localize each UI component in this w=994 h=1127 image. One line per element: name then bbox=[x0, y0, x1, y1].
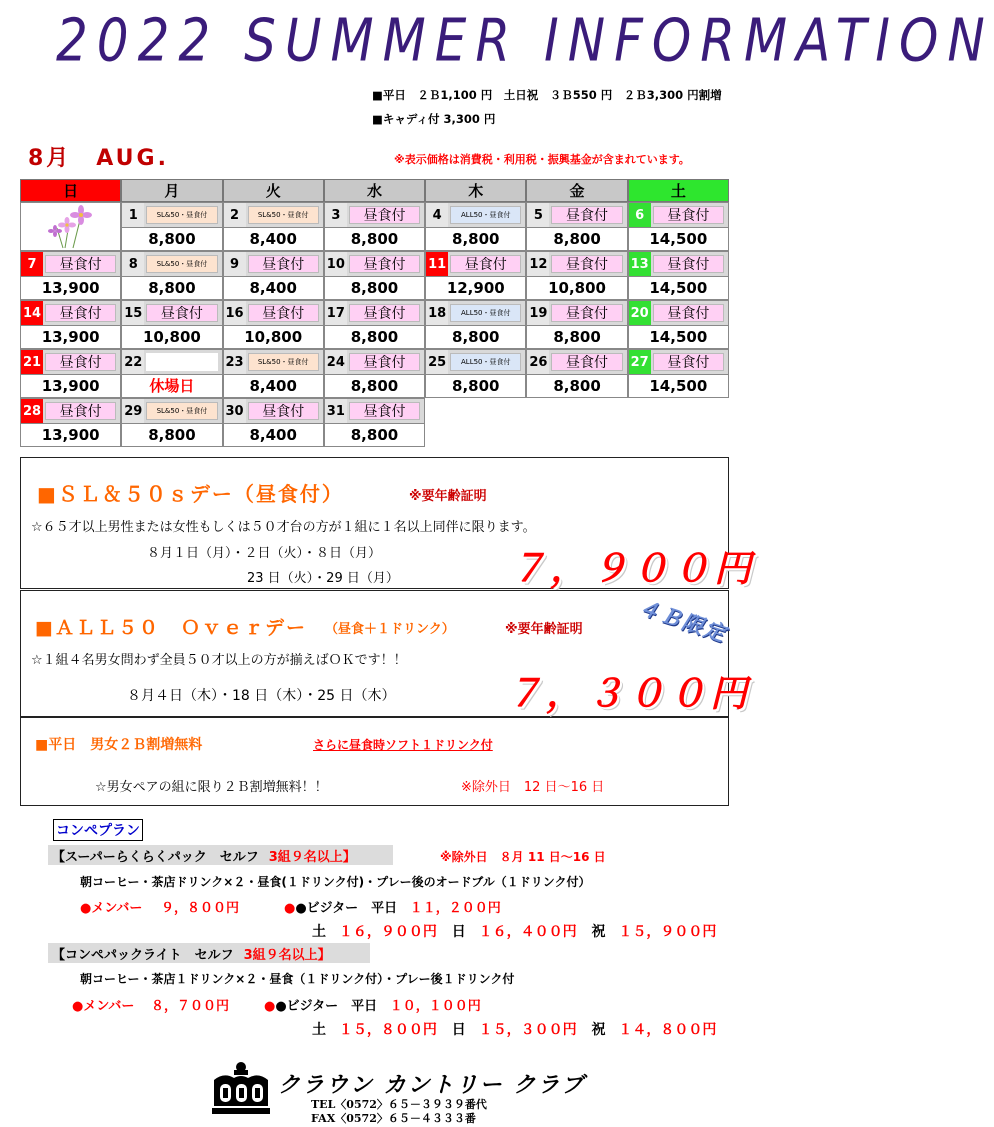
calendar-body bbox=[20, 202, 729, 447]
pack1-name: 【スーパーらくらくパック セルフ bbox=[52, 849, 259, 865]
pack2-bar bbox=[48, 943, 370, 963]
day-plan: 昼食付 bbox=[349, 304, 420, 322]
weekday-heading: ■平日 男女２Ｂ割増無料 bbox=[35, 737, 203, 753]
day-header bbox=[21, 350, 120, 375]
calendar-day-cell bbox=[526, 202, 627, 251]
calendar-empty-cell bbox=[628, 398, 729, 447]
day-plan: 昼食付 bbox=[349, 255, 420, 273]
day-price: 13,900 bbox=[41, 327, 100, 346]
day-number: 14 bbox=[21, 301, 43, 325]
day-header bbox=[325, 350, 424, 375]
august-calendar bbox=[20, 179, 729, 447]
day-header bbox=[122, 252, 221, 277]
pack2-condition: 3組９名以上】 bbox=[243, 947, 331, 963]
day-header bbox=[527, 301, 626, 326]
calendar-day-cell bbox=[20, 398, 121, 447]
day-price: 10,800 bbox=[142, 327, 201, 346]
day-header bbox=[325, 399, 424, 424]
day-number: 19 bbox=[527, 301, 549, 325]
calendar-day-cell bbox=[20, 251, 121, 300]
calendar-day-cell bbox=[121, 398, 222, 447]
sl50-heading: ■ＳＬ＆５０ｓデー（昼食付） bbox=[37, 482, 344, 506]
day-price: 8,400 bbox=[249, 278, 297, 297]
day-price: 8,800 bbox=[553, 376, 601, 395]
weekday-excluded-dates: ※除外日 12 日～16 日 bbox=[461, 780, 605, 795]
day-plan: 昼食付 bbox=[349, 353, 420, 371]
day-number: 3 bbox=[325, 203, 347, 227]
calendar-week bbox=[20, 398, 729, 447]
day-number: 9 bbox=[224, 252, 246, 276]
pack2-visitor-weekday: １０，１００円 bbox=[389, 999, 481, 1014]
day-plan: 昼食付 bbox=[45, 255, 116, 273]
pack1-visitor-label: ●ビジター 平日 bbox=[295, 901, 398, 916]
calendar-day-cell bbox=[324, 398, 425, 447]
calendar-day-cell bbox=[324, 349, 425, 398]
pack1-sat-price: １６，９００円 bbox=[338, 924, 437, 940]
pack2-sun-price: １５，３００円 bbox=[478, 1022, 577, 1038]
day-number: 26 bbox=[527, 350, 549, 374]
day-header bbox=[426, 301, 525, 326]
calendar-empty-cell bbox=[526, 398, 627, 447]
day-price: 14,500 bbox=[649, 278, 708, 297]
day-price: 8,800 bbox=[452, 376, 500, 395]
pack2-content: 朝コーヒー・茶店１ドリンク×２・昼食（１ドリンク付）・プレー後１ドリンク付 bbox=[80, 972, 515, 986]
calendar-day-cell bbox=[223, 251, 324, 300]
pack1-hol-label: 祝 bbox=[591, 924, 606, 940]
sl50-age-note: ※要年齢証明 bbox=[409, 489, 487, 504]
pack2-weekend-row bbox=[312, 1019, 716, 1039]
day-number: 28 bbox=[21, 399, 43, 423]
day-header bbox=[224, 301, 323, 326]
day-number: 22 bbox=[122, 350, 144, 374]
weekday-sun: 日 bbox=[20, 179, 121, 202]
fax-number: FAX〈0572〉６５－４３３３番 bbox=[311, 1112, 476, 1125]
calendar-day-cell bbox=[628, 300, 729, 349]
day-number: 31 bbox=[325, 399, 347, 423]
calendar-day-cell bbox=[20, 349, 121, 398]
calendar-day-cell bbox=[526, 251, 627, 300]
day-header bbox=[426, 350, 525, 375]
pack2-sat-label: 土 bbox=[312, 1022, 326, 1038]
sl50-box bbox=[20, 457, 755, 590]
pack1-sun-price: １６，４００円 bbox=[478, 924, 577, 940]
all50-age-note: ※要年齢証明 bbox=[505, 622, 583, 637]
calendar-day-cell bbox=[526, 300, 627, 349]
day-plan: 昼食付 bbox=[653, 206, 724, 224]
day-number: 12 bbox=[527, 252, 549, 276]
day-plan: 昼食付 bbox=[653, 304, 724, 322]
crown-logo-icon bbox=[210, 1060, 272, 1116]
day-plan: 昼食付 bbox=[146, 304, 217, 322]
club-name: クラウン カントリー クラブ bbox=[278, 1073, 586, 1098]
day-price: 12,900 bbox=[446, 278, 505, 297]
day-price: 8,800 bbox=[553, 327, 601, 346]
pack2-hol-label: 祝 bbox=[591, 1022, 606, 1038]
weekday-tue: 火 bbox=[223, 179, 324, 202]
weekday-mon: 月 bbox=[121, 179, 222, 202]
day-number: 2 bbox=[224, 203, 246, 227]
pack2-sun-label: 日 bbox=[451, 1022, 466, 1038]
all50-dates: ８月４日（木）・18 日（木）・25 日（木） bbox=[127, 688, 396, 704]
day-plan: SL&50・昼食付 bbox=[146, 206, 217, 224]
day-header bbox=[629, 252, 728, 277]
day-header bbox=[224, 399, 323, 424]
day-number: 1 bbox=[122, 203, 144, 227]
calendar-week bbox=[20, 349, 729, 398]
day-number: 10 bbox=[325, 252, 347, 276]
day-header bbox=[629, 350, 728, 375]
day-header bbox=[527, 252, 626, 277]
day-price: 8,800 bbox=[350, 425, 399, 444]
day-plan: 昼食付 bbox=[248, 402, 319, 420]
all50-description: ☆１組４名男女問わず全員５０才以上の方が揃えばＯＫです！！ bbox=[31, 653, 407, 668]
day-header bbox=[527, 203, 626, 228]
day-plan: 昼食付 bbox=[248, 255, 319, 273]
calendar-day-cell bbox=[324, 251, 425, 300]
calendar-day-cell bbox=[223, 349, 324, 398]
pack2-member-row bbox=[72, 995, 229, 1014]
all50-price: ７，３００円 bbox=[505, 672, 751, 715]
pack1-member-price: ９，８００円 bbox=[160, 901, 239, 916]
day-number: 7 bbox=[21, 252, 43, 276]
caddie-fee: ■キャディ付 3,300 円 bbox=[372, 112, 496, 126]
weekday-fri: 金 bbox=[526, 179, 627, 202]
day-header bbox=[122, 301, 221, 326]
day-plan: 昼食付 bbox=[45, 402, 116, 420]
day-number: 23 bbox=[224, 350, 246, 374]
calendar-day-cell bbox=[223, 300, 324, 349]
all50-heading-sub: （昼食＋１ドリンク） bbox=[325, 622, 455, 637]
day-plan: 昼食付 bbox=[551, 353, 622, 371]
calendar-day-cell bbox=[324, 202, 425, 251]
calendar-day-cell bbox=[223, 202, 324, 251]
day-price: 8,800 bbox=[350, 376, 399, 395]
day-header bbox=[224, 203, 323, 228]
weekday-sat: 土 bbox=[628, 179, 729, 202]
day-header bbox=[325, 203, 424, 228]
calendar-empty-cell bbox=[425, 398, 526, 447]
day-plan: 昼食付 bbox=[349, 402, 420, 420]
day-price: 14,500 bbox=[649, 229, 708, 248]
day-price: 13,900 bbox=[41, 376, 100, 395]
day-number: 25 bbox=[426, 350, 448, 374]
day-number: 18 bbox=[426, 301, 448, 325]
day-header bbox=[122, 399, 221, 424]
day-price: 8,800 bbox=[452, 327, 500, 346]
pack1-hol-price: １５，９００円 bbox=[618, 924, 717, 940]
day-number: 17 bbox=[325, 301, 347, 325]
calendar-day-cell bbox=[223, 398, 324, 447]
day-plan: SL&50・昼食付 bbox=[146, 402, 217, 420]
day-header bbox=[527, 350, 626, 375]
calendar-day-cell bbox=[121, 349, 222, 398]
day-number: 30 bbox=[224, 399, 246, 423]
day-price: 8,800 bbox=[148, 229, 196, 248]
pack1-visitor-row: ●●ビジター 平日 １１，２００円 bbox=[284, 901, 501, 916]
sl50-description: ☆６５才以上男性または女性もしくは５０才台の方が１組に１名以上同伴に限ります。 bbox=[31, 520, 536, 535]
tax-note: ※表示価格は消費税・利用税・振興基金が含まれています。 bbox=[394, 153, 690, 166]
day-header bbox=[629, 301, 728, 326]
sl50-dates-2: 23 日（火）・29 日（月） bbox=[247, 571, 399, 586]
day-plan: 昼食付 bbox=[45, 304, 116, 322]
calendar-day-cell bbox=[425, 202, 526, 251]
calendar-day-cell bbox=[20, 300, 121, 349]
day-price: 8,800 bbox=[553, 229, 601, 248]
cosmos-flower-icon bbox=[39, 204, 99, 250]
day-number: 8 bbox=[122, 252, 144, 276]
day-header bbox=[325, 252, 424, 277]
pack1-weekend-row bbox=[312, 921, 716, 941]
day-header bbox=[21, 399, 120, 424]
calendar-flower-cell bbox=[20, 202, 121, 251]
day-price: 8,800 bbox=[148, 425, 196, 444]
day-header bbox=[629, 203, 728, 228]
calendar-header-row bbox=[20, 179, 729, 202]
calendar-week bbox=[20, 300, 729, 349]
day-price: 8,800 bbox=[350, 229, 399, 248]
calendar-day-cell bbox=[628, 202, 729, 251]
day-number: 21 bbox=[21, 350, 43, 374]
calendar-day-cell bbox=[628, 349, 729, 398]
day-number: 15 bbox=[122, 301, 144, 325]
day-plan: 昼食付 bbox=[45, 353, 116, 371]
pack2-member-price: ８，７００円 bbox=[150, 999, 229, 1014]
green-fee-surcharge: ■平日 ２Ｂ1,100 円 土日祝 ３Ｂ550 円 ２Ｂ3,300 円割増 bbox=[372, 88, 722, 102]
day-header bbox=[21, 252, 120, 277]
day-price: 14,500 bbox=[649, 376, 708, 395]
day-number: 6 bbox=[629, 203, 651, 227]
day-price: 8,800 bbox=[452, 229, 500, 248]
pack2-visitor-label: ●ビジター 平日 bbox=[275, 999, 378, 1014]
weekday-description: ☆男女ペアの組に限り２Ｂ割増無料！！ bbox=[95, 780, 328, 795]
day-header bbox=[224, 252, 323, 277]
day-number: 27 bbox=[629, 350, 651, 374]
day-header bbox=[325, 301, 424, 326]
calendar-day-cell bbox=[526, 349, 627, 398]
day-number: 11 bbox=[426, 252, 448, 276]
day-plan: 昼食付 bbox=[551, 255, 622, 273]
day-header bbox=[122, 203, 221, 228]
day-plan: 昼食付 bbox=[551, 304, 622, 322]
pack1-content: 朝コーヒー・茶店ドリンク×２・昼食(１ドリンク付)・プレー後のオードブル（１ドリンク付） bbox=[80, 875, 591, 889]
calendar-week bbox=[20, 202, 729, 251]
pack1-visitor-weekday: １１，２００円 bbox=[409, 901, 501, 916]
four-ball-only-badge: ４Ｂ限定 bbox=[635, 595, 731, 647]
pack2-hol-price: １４，８００円 bbox=[618, 1022, 717, 1038]
day-number: 29 bbox=[122, 399, 144, 423]
day-price: 8,400 bbox=[249, 376, 297, 395]
day-plan: ALL50・昼食付 bbox=[450, 206, 521, 224]
day-number: 16 bbox=[224, 301, 246, 325]
sl50-dates-1: ８月１日（月）・２日（火）・８日（月） bbox=[147, 546, 382, 561]
day-number: 20 bbox=[629, 301, 651, 325]
weekday-thu: 木 bbox=[425, 179, 526, 202]
day-plan: ALL50・昼食付 bbox=[450, 353, 521, 371]
calendar-day-cell bbox=[121, 202, 222, 251]
day-plan: 昼食付 bbox=[653, 353, 724, 371]
calendar-day-cell bbox=[628, 251, 729, 300]
day-plan: SL&50・昼食付 bbox=[248, 206, 319, 224]
weekday-wed: 水 bbox=[324, 179, 425, 202]
pack1-member-row bbox=[80, 897, 239, 916]
calendar-day-cell bbox=[121, 300, 222, 349]
day-number: 5 bbox=[527, 203, 549, 227]
tel-number: TEL〈0572〉６５－３９３９番代 bbox=[311, 1098, 487, 1111]
weekday-sub-note: さらに昼食時ソフト１ドリンク付 bbox=[313, 738, 493, 752]
pack1-condition: 3組９名以上】 bbox=[268, 849, 356, 865]
page-title: 2022 SUMMER INFORMATION bbox=[56, 6, 994, 75]
pack1-sun-label: 日 bbox=[451, 924, 466, 940]
month-label: 8月 AUG. bbox=[28, 146, 169, 171]
day-number: 24 bbox=[325, 350, 347, 374]
day-price: 14,500 bbox=[649, 327, 708, 346]
day-price: 8,800 bbox=[350, 327, 399, 346]
day-plan: 昼食付 bbox=[450, 255, 521, 273]
day-plan: ALL50・昼食付 bbox=[450, 304, 521, 322]
day-price: 10,800 bbox=[548, 278, 606, 297]
calendar-day-cell bbox=[324, 300, 425, 349]
day-plan: 昼食付 bbox=[248, 304, 319, 322]
pack2-member-label: ●メンバー bbox=[72, 999, 135, 1014]
calendar-day-cell bbox=[425, 300, 526, 349]
pack2-sat-price: １５，８００円 bbox=[338, 1022, 437, 1038]
day-header bbox=[426, 252, 525, 277]
day-price: 13,900 bbox=[41, 425, 100, 444]
all50-box bbox=[20, 590, 751, 717]
pack1-sat-label: 土 bbox=[312, 924, 326, 940]
calendar-day-cell bbox=[425, 251, 526, 300]
pack1-bar bbox=[48, 845, 393, 865]
day-plan bbox=[146, 353, 217, 371]
pack2-name: 【コンペパックライト セルフ bbox=[52, 947, 234, 963]
calendar-week bbox=[20, 251, 729, 300]
sl50-price: ７，９００円 bbox=[509, 547, 755, 590]
day-plan: 昼食付 bbox=[653, 255, 724, 273]
day-price: 8,800 bbox=[148, 278, 196, 297]
day-price: 10,800 bbox=[244, 327, 303, 346]
day-plan: SL&50・昼食付 bbox=[146, 255, 217, 273]
calendar-day-cell bbox=[121, 251, 222, 300]
day-price: 8,400 bbox=[249, 229, 297, 248]
day-header bbox=[426, 203, 525, 228]
compe-plan-title: コンペプラン bbox=[53, 819, 143, 841]
pack1-excluded: ※除外日 ８月 11 日～16 日 bbox=[440, 850, 606, 864]
day-price: 8,400 bbox=[249, 425, 297, 444]
day-price: 8,800 bbox=[350, 278, 399, 297]
day-header bbox=[21, 301, 120, 326]
day-plan: 昼食付 bbox=[551, 206, 622, 224]
pack1-member-label: ●メンバー bbox=[80, 901, 143, 916]
day-header bbox=[224, 350, 323, 375]
weekday-box bbox=[20, 717, 729, 806]
day-price: 休場日 bbox=[149, 377, 195, 395]
pack2-visitor-row: ●●ビジター 平日 １０，１００円 bbox=[264, 999, 481, 1014]
day-price: 13,900 bbox=[41, 278, 100, 297]
calendar-day-cell bbox=[425, 349, 526, 398]
day-number: 4 bbox=[426, 203, 448, 227]
all50-heading: ■ＡＬＬ５０ Ｏｖｅｒデー bbox=[35, 617, 307, 639]
day-plan: SL&50・昼食付 bbox=[248, 353, 319, 371]
day-header bbox=[122, 350, 221, 375]
day-plan: 昼食付 bbox=[349, 206, 420, 224]
day-number: 13 bbox=[629, 252, 651, 276]
